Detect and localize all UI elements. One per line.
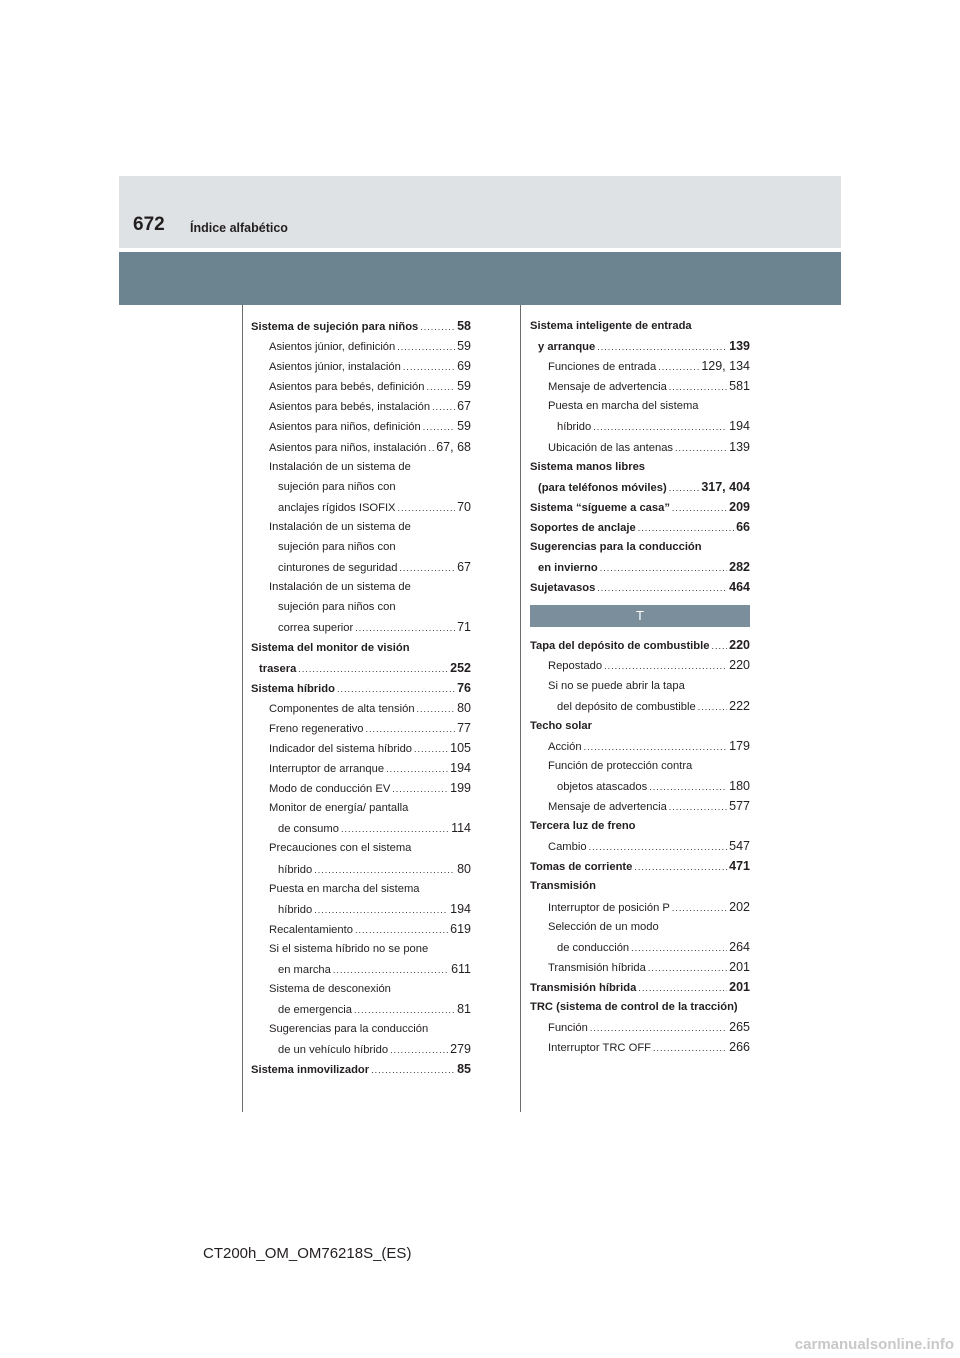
index-entry — [251, 457, 471, 477]
index-entry-page[interactable]: 129, 134 — [701, 359, 750, 374]
index-entry-text: Funciones de entrada — [548, 361, 657, 374]
index-entry — [530, 477, 750, 497]
index-entry-text: Asientos júnior, definición — [269, 341, 396, 354]
index-entry — [530, 756, 750, 776]
watermark: carmanualsonline.info — [794, 1336, 954, 1353]
index-entry-text: Sistema híbrido — [251, 682, 335, 695]
index-entry — [251, 718, 471, 738]
index-list-t-entries — [530, 635, 750, 1057]
index-entry — [530, 457, 750, 477]
dot-leader — [397, 337, 455, 356]
index-entry — [530, 557, 750, 577]
dot-leader — [658, 357, 699, 376]
index-entry-text: cinturones de seguridad — [278, 562, 398, 575]
dot-leader — [403, 357, 455, 376]
dot-leader — [638, 518, 734, 537]
index-entry — [251, 437, 471, 457]
dot-leader — [366, 719, 456, 738]
index-entry-text: del depósito de combustible — [557, 700, 696, 713]
index-entry — [530, 977, 750, 997]
index-entry-text: Sistema de sujeción para niños — [251, 321, 419, 333]
dot-leader — [672, 498, 727, 517]
index-entry-text: Asientos para niños, definición — [269, 421, 421, 434]
index-entry-page[interactable]: 105 — [450, 740, 471, 755]
index-list-s-entries — [530, 316, 750, 597]
index-entry-page[interactable]: 67 — [457, 399, 471, 414]
index-entry-text: Sistema inteligente de entrada — [530, 320, 692, 332]
index-entry-text: Instalación de un sistema de — [269, 460, 411, 473]
index-entry-page[interactable]: 266 — [729, 1040, 750, 1055]
index-entry-page[interactable]: 201 — [729, 979, 750, 994]
dot-leader — [428, 438, 434, 457]
dot-leader — [653, 1038, 727, 1057]
index-entry-text: Precauciones con el sistema — [269, 842, 412, 855]
dot-leader — [371, 1060, 455, 1079]
index-entry — [530, 997, 750, 1017]
index-entry — [530, 1017, 750, 1037]
index-entry — [530, 856, 750, 876]
index-entry-page[interactable]: 71 — [457, 620, 471, 635]
index-entry-page[interactable]: 58 — [457, 319, 471, 333]
index-entry-page[interactable]: 59 — [457, 419, 471, 434]
index-entry — [530, 696, 750, 716]
index-entry-text: Transmisión híbrida — [548, 961, 646, 974]
dot-leader — [298, 659, 448, 678]
index-entry — [251, 738, 471, 758]
index-entry-text: Sistema del monitor de visión — [251, 641, 410, 654]
index-entry-text: Sistema “sígueme a casa” — [530, 501, 670, 514]
dot-leader — [675, 438, 727, 457]
index-entry-text: Selección de un modo — [548, 920, 659, 933]
dot-leader — [426, 377, 455, 396]
index-entry-page[interactable]: 59 — [457, 379, 471, 394]
index-entry-text: Recalentamiento — [269, 923, 353, 936]
index-entry — [251, 497, 471, 517]
index-entry — [251, 477, 471, 497]
index-entry — [530, 517, 750, 537]
index-entry-text: Instalación de un sistema de — [269, 520, 411, 533]
index-entry — [251, 376, 471, 396]
index-entry — [251, 658, 471, 678]
index-column-right — [530, 316, 750, 1057]
index-entry — [251, 1059, 471, 1079]
index-entry — [251, 818, 471, 838]
index-entry-text: trasera — [259, 662, 297, 675]
index-entry — [251, 798, 471, 818]
index-entry-page[interactable]: 199 — [450, 781, 471, 796]
index-entry — [251, 919, 471, 939]
dot-leader — [597, 337, 727, 356]
index-entry-page[interactable]: 194 — [450, 901, 471, 916]
dot-leader — [314, 860, 455, 879]
index-entry-page[interactable]: 317, 404 — [701, 479, 750, 494]
index-entry-text: y arranque — [538, 341, 596, 354]
index-entry — [251, 356, 471, 376]
dot-leader — [354, 1000, 455, 1019]
index-entry-page[interactable]: 139 — [729, 339, 750, 354]
index-entry-page[interactable]: 180 — [729, 778, 750, 793]
index-entry — [530, 876, 750, 896]
dot-leader — [420, 317, 455, 336]
dot-leader — [584, 737, 728, 756]
dot-leader — [604, 656, 727, 675]
index-entry-text: híbrido — [278, 903, 313, 916]
index-entry — [530, 957, 750, 977]
dot-leader — [314, 900, 448, 919]
index-entry-text: Sugerencias para la conducción — [269, 1023, 429, 1036]
index-entry-text: Ubicación de las antenas — [548, 441, 674, 454]
index-entry-page[interactable]: 139 — [729, 439, 750, 454]
dot-leader — [698, 697, 727, 716]
index-entry-page[interactable]: 581 — [729, 379, 750, 394]
index-entry — [251, 979, 471, 999]
index-entry-text: Puesta en marcha del sistema — [548, 400, 699, 413]
index-entry-text: Componentes de alta tensión — [269, 702, 415, 715]
dot-leader — [669, 797, 727, 816]
index-entry-page[interactable]: 209 — [729, 499, 750, 514]
index-entry-text: Sistema de desconexión — [269, 983, 391, 996]
index-entry-text: Cambio — [548, 841, 587, 854]
index-entry — [251, 678, 471, 698]
index-entry-page[interactable]: 76 — [457, 680, 471, 695]
index-entry-text: Tapa del depósito de combustible — [530, 640, 710, 653]
index-entry-page[interactable]: 577 — [729, 799, 750, 814]
index-entry-text: Tomas de corriente — [530, 861, 633, 874]
index-entry — [530, 1037, 750, 1057]
index-entry — [530, 836, 750, 856]
index-entry — [530, 376, 750, 396]
index-entry-text: Si el sistema híbrido no se pone — [269, 942, 429, 955]
index-entry-page[interactable]: 464 — [729, 580, 750, 595]
index-entry — [251, 617, 471, 637]
index-entry-text: en invierno — [538, 562, 598, 575]
index-entry-page[interactable]: 611 — [451, 962, 471, 976]
dot-leader — [672, 898, 727, 917]
index-entry-text: Techo solar — [530, 719, 592, 732]
index-entry — [251, 517, 471, 537]
index-entry-text: Sistema inmovilizador — [251, 1064, 370, 1077]
index-entry — [530, 635, 750, 655]
page-title: Índice alfabético — [190, 221, 288, 235]
index-entry-text: de un vehículo híbrido — [278, 1044, 389, 1057]
index-entry — [530, 897, 750, 917]
index-entry-text: Interruptor TRC OFF — [548, 1042, 651, 1055]
index-entry-page[interactable]: 220 — [729, 658, 750, 673]
index-entry-page[interactable]: 264 — [729, 939, 750, 954]
index-entry-text: Monitor de energía/ pantalla — [269, 802, 409, 815]
index-entry — [251, 959, 471, 979]
index-entry — [530, 537, 750, 557]
index-entry-text: Asientos para bebés, definición — [269, 381, 425, 394]
index-entry-text: en marcha — [278, 964, 331, 976]
index-entry — [251, 1039, 471, 1059]
index-entry-page[interactable]: 85 — [457, 1062, 471, 1077]
index-entry-text: Mensaje de advertencia — [548, 801, 667, 814]
index-entry — [530, 437, 750, 457]
dot-leader — [648, 958, 727, 977]
dot-leader — [337, 679, 455, 698]
index-entry-text: de conducción — [557, 941, 630, 954]
dot-leader — [417, 699, 456, 718]
index-entry — [251, 1019, 471, 1039]
index-entry-text: TRC (sistema de control de la tracción) — [530, 1001, 738, 1013]
dot-leader — [414, 739, 448, 758]
index-entry-text: Sujetavasos — [530, 582, 596, 595]
index-entry — [530, 316, 750, 336]
index-entry — [530, 416, 750, 436]
index-entry-text: Si no se puede abrir la tapa — [548, 679, 685, 692]
index-entry-text: (para teléfonos móviles) — [538, 481, 667, 494]
index-entry-text: híbrido — [278, 863, 313, 876]
index-entry — [530, 937, 750, 957]
index-entry — [251, 638, 471, 658]
index-entry — [251, 999, 471, 1019]
dot-leader — [423, 417, 455, 436]
index-entry — [251, 396, 471, 416]
index-entry-page[interactable]: 220 — [729, 638, 750, 653]
index-entry-text: correa superior — [278, 622, 354, 635]
index-entry-page[interactable]: 70 — [457, 499, 471, 514]
index-entry — [530, 796, 750, 816]
index-entry-text: Indicador del sistema híbrido — [269, 742, 413, 755]
dot-leader — [589, 837, 728, 856]
index-entry — [251, 416, 471, 436]
index-entry-text: sujeción para niños con — [278, 541, 396, 554]
index-entry — [251, 336, 471, 356]
dot-leader — [390, 1040, 448, 1059]
index-entry-text: Modo de conducción EV — [269, 783, 391, 796]
index-entry-text: Transmisión híbrida — [530, 981, 637, 994]
index-entry-page[interactable]: 471 — [729, 859, 750, 874]
index-entry — [251, 778, 471, 798]
dot-leader — [638, 978, 727, 997]
index-entry-page[interactable]: 282 — [729, 560, 750, 575]
index-entry-page[interactable]: 81 — [457, 1002, 471, 1017]
dot-leader — [597, 578, 727, 597]
index-entry-text: sujeción para niños con — [278, 480, 396, 493]
index-entry-page[interactable]: 265 — [729, 1020, 750, 1035]
index-entry — [530, 676, 750, 696]
index-entry-page[interactable]: 77 — [457, 720, 471, 735]
index-entry-page[interactable]: 252 — [450, 660, 471, 675]
index-entry — [251, 859, 471, 879]
dot-leader — [669, 377, 727, 396]
index-entry-text: Interruptor de arranque — [269, 763, 385, 776]
index-entry-page[interactable]: 80 — [457, 861, 471, 876]
index-entry-text: Tercera luz de freno — [530, 820, 636, 833]
index-entry-text: de consumo — [278, 823, 339, 836]
index-entry-page[interactable]: 69 — [457, 359, 471, 374]
document-code: CT200h_OM_OM76218S_(ES) — [203, 1245, 412, 1262]
dot-leader — [333, 960, 449, 979]
index-entry — [251, 698, 471, 718]
index-entry-text: híbrido — [557, 421, 592, 434]
dot-leader — [392, 779, 448, 798]
index-entry-text: Repostado — [548, 660, 603, 673]
index-entry-text: Función de protección contra — [548, 759, 693, 772]
index-entry-text: Sugerencias para la conducción — [530, 541, 702, 554]
dot-leader — [341, 819, 449, 838]
index-entry-text: Soportes de anclaje — [530, 521, 636, 534]
dot-leader — [399, 558, 455, 577]
index-entry — [530, 356, 750, 376]
index-entry-page[interactable]: 222 — [729, 698, 750, 713]
dot-leader — [669, 478, 700, 497]
index-entry-text: Función — [548, 1022, 588, 1035]
section-header-t: T — [530, 605, 750, 627]
dot-leader — [631, 938, 727, 957]
index-entry — [251, 758, 471, 778]
index-entry-text: Mensaje de advertencia — [548, 381, 667, 394]
header-band — [119, 252, 841, 305]
index-entry-page[interactable]: 59 — [457, 339, 471, 354]
index-entry — [530, 655, 750, 675]
index-entry — [251, 537, 471, 557]
index-entry — [530, 917, 750, 937]
dot-leader — [355, 920, 448, 939]
index-entry-page[interactable]: 202 — [729, 899, 750, 914]
index-entry — [530, 716, 750, 736]
index-entry-text: Instalación de un sistema de — [269, 581, 411, 594]
dot-leader — [600, 558, 727, 577]
index-entry — [251, 316, 471, 336]
index-entry-text: Transmisión — [530, 880, 596, 893]
index-entry — [251, 879, 471, 899]
dot-leader — [386, 759, 448, 778]
dot-leader — [398, 498, 456, 517]
index-entry — [530, 776, 750, 796]
index-entry-page[interactable]: 279 — [450, 1042, 471, 1057]
index-entry — [251, 939, 471, 959]
index-entry-page[interactable]: 179 — [729, 738, 750, 753]
dot-leader — [593, 417, 727, 436]
index-entry — [530, 816, 750, 836]
index-entry — [530, 736, 750, 756]
index-entry-text: Asientos para bebés, instalación — [269, 401, 431, 414]
index-entry-page[interactable]: 114 — [451, 821, 471, 836]
index-entry — [251, 838, 471, 858]
index-entry-page[interactable]: 80 — [457, 700, 471, 715]
index-entry-text: de emergencia — [278, 1004, 353, 1017]
index-entry — [251, 899, 471, 919]
column-divider-left — [242, 305, 243, 1112]
index-entry-text: Sistema manos libres — [530, 460, 646, 473]
page-number: 672 — [133, 214, 165, 235]
index-entry-text: sujeción para niños con — [278, 601, 396, 614]
index-column-left — [251, 316, 471, 1080]
index-entry — [530, 497, 750, 517]
index-entry — [530, 577, 750, 597]
column-divider-middle — [520, 305, 521, 1112]
index-entry — [530, 336, 750, 356]
index-entry-page[interactable]: 194 — [450, 761, 471, 776]
index-entry-text: Interruptor de posición P — [548, 901, 670, 914]
dot-leader — [590, 1018, 727, 1037]
index-entry — [530, 396, 750, 416]
index-entry-text: objetos atascados — [557, 780, 648, 793]
dot-leader — [711, 636, 727, 655]
index-entry — [251, 557, 471, 577]
index-entry — [251, 597, 471, 617]
index-entry-text: Asientos júnior, instalación — [269, 361, 401, 374]
page-header — [119, 176, 841, 248]
index-entry-text: Puesta en marcha del sistema — [269, 882, 420, 895]
index-entry-text: Asientos para niños, instalación — [269, 441, 427, 454]
index-entry-page[interactable]: 67 — [457, 560, 471, 575]
index-entry-text: Freno regenerativo — [269, 722, 364, 735]
dot-leader — [634, 857, 727, 876]
index-entry — [251, 577, 471, 597]
index-entry-page[interactable]: 67, 68 — [436, 439, 471, 454]
dot-leader — [355, 618, 455, 637]
dot-leader — [649, 777, 727, 796]
index-entry-text: Acción — [548, 740, 582, 753]
index-entry-page[interactable]: 66 — [736, 519, 750, 534]
dot-leader — [432, 397, 455, 416]
index-entry-text: anclajes rígidos ISOFIX — [278, 501, 396, 514]
index-entry-page[interactable]: 619 — [450, 921, 471, 936]
index-entry-page[interactable]: 194 — [729, 419, 750, 434]
index-entry-page[interactable]: 201 — [729, 959, 750, 974]
index-entry-page[interactable]: 547 — [729, 839, 750, 854]
